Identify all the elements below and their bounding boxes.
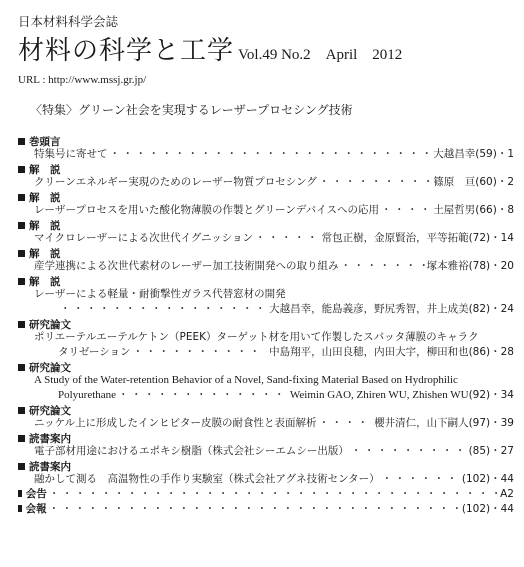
toc-entry — [18, 472, 514, 487]
section-heading: 解 説 — [29, 191, 61, 204]
toc-section — [18, 163, 514, 190]
entry-title: ポリエーテルエーテルケトン（PEEK）ターゲット材を用いて作製したスパッタ薄膜のキャラク — [34, 331, 479, 343]
leader-dots — [255, 231, 320, 246]
entry-page: (102)・44 — [461, 503, 514, 515]
section-heading: 解 説 — [29, 163, 61, 176]
entry-page: (59)・1 — [475, 148, 514, 160]
section-heading: 解 説 — [29, 247, 61, 260]
entry-page: (60)・2 — [475, 176, 514, 188]
entry-page: (86)・28 — [468, 346, 514, 358]
volume-issue: Vol.49 No.2 April 2012 — [238, 47, 403, 63]
toc-section — [18, 247, 514, 274]
entry-title: 電子部材用途におけるエポキシ樹脂（株式会社シーエムシー出版） — [34, 445, 349, 457]
entry-title: レーザーによる軽量・耐衝撃性ガラス代替窓材の開発 — [34, 288, 286, 300]
toc-entry — [18, 502, 514, 517]
toc-entry — [18, 444, 514, 459]
leader-dots — [49, 502, 460, 517]
toc-section — [18, 502, 514, 517]
entry-title: 特集号に寄せて — [34, 148, 108, 160]
section-heading: 巻頭言 — [29, 135, 61, 148]
toc-section — [18, 219, 514, 246]
bullet-icon — [18, 278, 25, 285]
entry-author: 櫻井清仁，山下嗣人 — [374, 417, 469, 429]
bullet-icon — [18, 505, 22, 512]
toc-section — [18, 191, 514, 218]
toc-section — [18, 135, 514, 162]
toc-section — [18, 275, 514, 317]
entry-title: レーザープロセスを用いた酸化物薄膜の作製とグリーンデバイスへの応用 — [34, 204, 380, 216]
section-heading: 読書案内 — [29, 432, 71, 445]
entry-author: 篠原 亘 — [433, 176, 476, 188]
section-heading: 会報 — [25, 503, 47, 515]
entry-page: (72)・14 — [468, 232, 514, 244]
toc-entry — [18, 416, 514, 431]
bullet-icon — [18, 407, 25, 414]
bullet-icon — [18, 138, 25, 145]
entry-author: 常包正樹，金原賢治，平等拓範 — [321, 232, 469, 244]
leader-dots — [319, 416, 373, 431]
entry-page: A2 — [500, 488, 514, 500]
bullet-icon — [18, 490, 22, 497]
bullet-icon — [18, 435, 25, 442]
entry-author: Weimin GAO, Zhiren WU, Zhishen WU — [289, 389, 469, 401]
leader-dots — [351, 444, 467, 459]
entry-page: (102)・44 — [461, 473, 514, 485]
entry-title: A Study of the Water-retention Behavior of a Novel, Sand-fixing Material Based on Hydrophilic — [34, 374, 458, 386]
section-heading: 研究論文 — [29, 404, 71, 417]
toc-section — [18, 361, 514, 403]
toc-entry — [18, 487, 514, 502]
entry-title: クリーンエネルギー実現のためのレーザー物質プロセシング — [34, 176, 317, 188]
leader-dots — [110, 147, 432, 162]
entry-title: ニッケル上に形成したインヒビター皮膜の耐食性と表面解析 — [34, 417, 317, 429]
section-heading: 解 説 — [29, 275, 61, 288]
toc-list — [18, 134, 514, 517]
bullet-icon — [18, 321, 25, 328]
entry-author: 土屋哲男 — [433, 204, 476, 216]
entry-page: (78)・20 — [468, 260, 514, 272]
entry-author: 中島翔平，山田良穂，内田大宇，柳田和也 — [269, 346, 469, 358]
section-heading: 解 説 — [29, 219, 61, 232]
section-heading: 研究論文 — [29, 318, 71, 331]
toc-entry-title-line — [18, 330, 514, 345]
leader-dots — [319, 175, 431, 190]
toc-entry — [18, 147, 514, 162]
entry-page: (85)・27 — [468, 445, 514, 457]
bullet-icon — [18, 222, 25, 229]
bullet-icon — [18, 364, 25, 371]
toc-section — [18, 487, 514, 502]
entry-page: (82)・24 — [468, 303, 514, 315]
entry-author: 大越昌幸，能島義彦，野尻秀智，井上成美 — [269, 303, 469, 315]
entry-author: 大越昌幸 — [433, 148, 476, 160]
toc-entry — [18, 175, 514, 190]
toc-section — [18, 432, 514, 459]
leader-dots — [381, 203, 431, 218]
entry-page: (97)・39 — [468, 417, 514, 429]
journal-title: 材料の科学と工学 — [18, 36, 235, 66]
leader-dots — [382, 472, 460, 487]
leader-dots — [49, 487, 498, 502]
bullet-icon — [18, 463, 25, 470]
section-heading: 読書案内 — [29, 460, 71, 473]
special-issue-title: 〈特集〉グリーン社会を実現するレーザープロセシング技術 — [30, 103, 353, 117]
toc-section — [18, 404, 514, 431]
entry-title-continued: Polyurethane — [58, 389, 117, 401]
toc-entry-title-line — [18, 287, 514, 302]
section-heading: 研究論文 — [29, 361, 71, 374]
toc-entry-title-line — [18, 373, 514, 388]
bullet-icon — [18, 250, 25, 257]
leader-dots — [118, 388, 288, 403]
toc-section — [18, 460, 514, 487]
entry-title-continued: タリゼーション — [58, 346, 131, 358]
toc-entry — [18, 231, 514, 246]
toc-section — [18, 318, 514, 360]
entry-page: (92)・34 — [468, 389, 514, 401]
entry-title: マイクロレーザーによる次世代イグニッション — [34, 232, 254, 244]
entry-page: (66)・8 — [475, 204, 514, 216]
leader-dots — [60, 302, 267, 317]
society-name: 日本材料科学会誌 — [18, 14, 119, 29]
toc-entry — [18, 388, 514, 403]
entry-author: 塚本雅裕 — [426, 260, 469, 272]
toc-entry — [18, 203, 514, 218]
leader-dots — [341, 259, 425, 274]
leader-dots — [133, 345, 268, 360]
toc-entry — [18, 259, 514, 274]
toc-entry — [18, 302, 514, 317]
toc-entry — [18, 345, 514, 360]
bullet-icon — [18, 194, 25, 201]
journal-url: URL : http://www.mssj.gr.jp/ — [18, 74, 147, 86]
bullet-icon — [18, 166, 25, 173]
entry-title: 産学連携による次世代素材のレーザー加工技術開発への取り組み — [34, 260, 339, 272]
entry-title: 融かして測る 高温物性の手作り実験室（株式会社アグネ技術センター） — [34, 473, 380, 485]
section-heading: 会告 — [25, 488, 47, 500]
